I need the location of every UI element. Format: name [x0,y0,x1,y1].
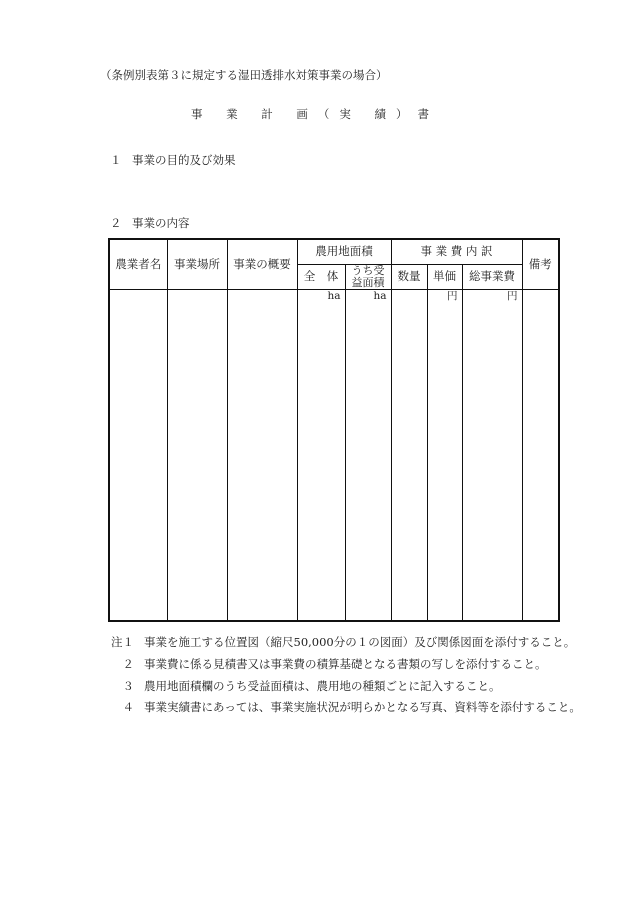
section-number: １ [110,153,122,167]
header-note: （条例別表第３に規定する湿田透排水対策事業の場合） [100,68,388,82]
unit-area-benefit: ha [345,290,391,305]
note-number: ３ [122,679,134,693]
header-total-cost: 総事業費 [462,265,522,290]
header-location: 事業場所 [167,239,227,290]
note-number: 注１ [111,635,134,649]
section-heading: 事業の目的及び効果 [132,153,236,167]
header-unit-price: 単価 [427,265,462,290]
note-text: 農用地面積欄のうち受益面積は、農用地の種類ごとに記入すること。 [144,679,501,693]
notes-list [100,631,590,717]
header-quantity: 数量 [391,265,427,290]
note-text: 事業を施工する位置図（縮尺50,000分の１の図面）及び関係図面を添付すること。 [144,635,576,649]
section-content [110,215,190,231]
table-row [109,304,559,621]
note-text: 事業費に係る見積書又は事業費の積算基礎となる書類の写しを添付すること。 [144,657,547,671]
header-cost-breakdown: 事 業 費 内 訳 [391,239,522,265]
note-text: 事業実績書にあっては、事業実施状況が明らかとなる写真、資料等を添付すること。 [144,700,581,714]
table-header-row [109,239,559,265]
note-item [100,697,590,717]
entry-area-benefit[interactable] [345,304,391,621]
header-remarks: 備考 [522,239,559,290]
unit-total-cost: 円 [462,290,522,305]
section-heading: 事業の内容 [132,216,190,230]
header-area-benefit [345,265,391,290]
entry-area-total[interactable] [297,304,345,621]
header-farmer: 農業者名 [109,239,167,290]
entry-outline[interactable] [227,304,297,621]
note-item [100,653,590,675]
document-title: 事 業 計 画（実 績）書 [190,107,440,121]
note-number: ２ [122,657,134,671]
note-item [100,631,590,653]
cell-location [167,290,227,305]
unit-area-total: ha [297,290,345,305]
entry-quantity[interactable] [391,304,427,621]
cell-quantity [391,290,427,305]
header-area-benefit-line1: うち受 [351,264,385,277]
header-outline: 事業の概要 [227,239,297,290]
project-table [108,238,560,622]
section-purpose [110,152,236,168]
entry-unit-price[interactable] [427,304,462,621]
cell-remarks [522,290,559,305]
entry-location[interactable] [167,304,227,621]
entry-farmer[interactable] [109,304,167,621]
unit-row [109,290,559,305]
header-area-total: 全 体 [297,265,345,290]
note-item [100,675,590,697]
entry-total-cost[interactable] [462,304,522,621]
cell-farmer [109,290,167,305]
note-number: ４ [122,700,134,714]
entry-remarks[interactable] [522,304,559,621]
section-number: ２ [110,216,122,230]
cell-outline [227,290,297,305]
header-area-benefit-line2: 益面積 [351,276,385,289]
unit-unit-price: 円 [427,290,462,305]
header-farmland-area: 農用地面積 [297,239,391,265]
